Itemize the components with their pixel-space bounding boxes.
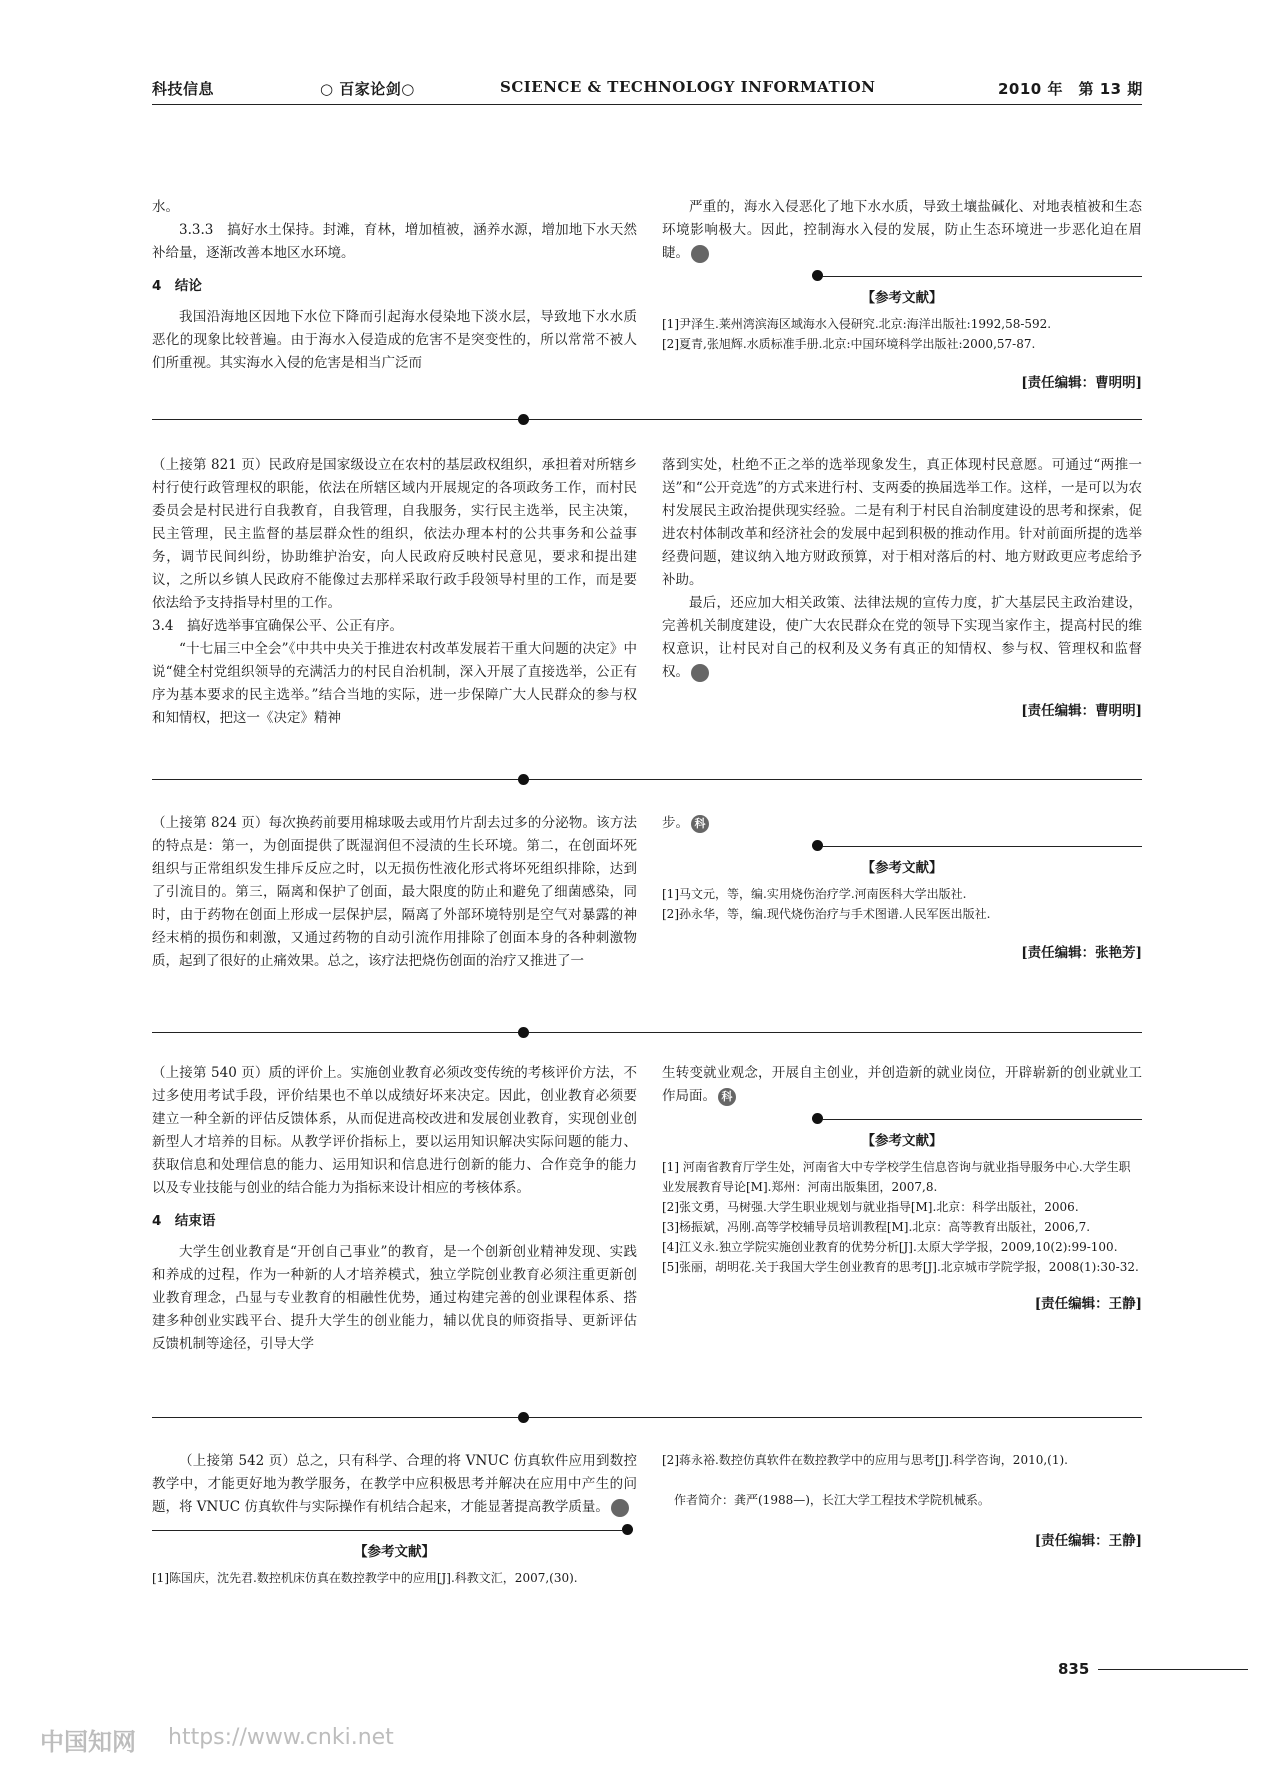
block4-heading: 4 结束语 [152, 1213, 216, 1229]
block3-editor: [责任编辑：张艳芳] [1021, 945, 1142, 961]
block5-ref-heading: 【参考文献】 [354, 1544, 435, 1560]
ref-divider [662, 1112, 1142, 1126]
article-end-mark-icon: 科 [691, 815, 709, 833]
block1-left [152, 196, 637, 375]
block5-right [662, 1450, 1142, 1553]
ref-divider [152, 1523, 637, 1537]
block1-heading: 4 结论 [152, 278, 202, 294]
block4-right-text: 生转变就业观念，开展自主创业，并创造新的就业岗位，开辟崭新的创业就业工作局面。 科 [662, 1065, 1142, 1104]
issue-info: 2010 年 第 13 期 [998, 80, 1143, 98]
journal-name-en: SCIENCE & TECHNOLOGY INFORMATION [500, 78, 876, 96]
separator-4-left [152, 1417, 518, 1418]
header-rule [152, 104, 1142, 105]
block1-right-text: 严重的，海水入侵恶化了地下水水质，导致土壤盐碱化、对地表植被和生态环境影响极大。因此，控制海水入侵的发展，防止生态环境进一步恶化迫在眉睫。 科 [662, 199, 1142, 261]
separator-3-right [529, 1032, 1142, 1033]
block1-ref-heading: 【参考文献】 [861, 290, 943, 306]
block2-right-para-2: 最后，还应加大相关政策、法律法规的宣传力度，扩大基层民主政治建设，完善机关制度建设，使广大农民群众在党的领导下实现当家作主，提高村民的维权意识，让村民对自己的权利及义务有真正的知情权、参与权、管理权和监督权。 科 [662, 595, 1142, 680]
cnki-url-watermark: https://www.cnki.net [168, 1725, 394, 1750]
separator-2-left [152, 779, 518, 780]
block5-ref-1: [1]陈国庆，沈先君.数控机床仿真在数控教学中的应用[J].科教文汇，2007,(30). [152, 1571, 578, 1585]
block5-left [152, 1450, 649, 1588]
block3-right [662, 812, 1142, 965]
block4-ref-4: [4]江义永.独立学院实施创业教育的优势分析[J].太原大学学报，2009,10(2):99-100. [662, 1240, 1118, 1254]
separator-1-right [529, 419, 1142, 420]
block3-para-1: （上接第 824 页）每次换药前要用棉球吸去或用竹片刮去过多的分泌物。该方法的特点是：第一，为创面提供了既湿润但不浸渍的生长环境。第二，在创面坏死组织与正常组织发生排斥反应之时，以无损伤性液化形式将坏死组织排除，达到了引流目的。第三，隔离和保护了创面，最大限度的防止和避免了细菌感染，同时，由于药物在创面上形成一层保护层，隔离了外部环境特别是空气对暴露的神经末梢的损伤和刺激，又通过药物的自动引流作用排除了创面本身的各种刺激物质，起到了很好的止痛效果。总之，该疗法把烧伤创面的治疗又推进了一 [152, 815, 637, 969]
block4-ref-1: [1] 河南省教育厅学生处，河南省大中专学校学生信息咨询与就业指导服务中心.大学生职业发展教育导论[M].郑州：河南出版集团，2007,8. [662, 1160, 1131, 1194]
separator-2-right [529, 779, 1142, 780]
block4-right [662, 1062, 1142, 1316]
block1-para-3: 我国沿海地区因地下水位下降而引起海水侵染地下淡水层，导致地下水水质恶化的现象比较普遍。由于海水入侵造成的危害不是突变性的，所以常常不被人们所重视。其实海水入侵的危害是相当广泛而 [152, 309, 637, 371]
page-number-rule [1098, 1669, 1248, 1670]
block4-left [152, 1062, 637, 1356]
block1-para-2: 3.3.3 搞好水土保持。封滩，育林，增加植被，涵养水源，增加地下水天然补给量，逐渐改善本地区水环境。 [152, 222, 637, 261]
separator-2-dot [518, 774, 529, 785]
article-end-mark-icon: 科 [611, 1499, 629, 1517]
block2-heading: 3.4 搞好选举事宜确保公平、公正有序。 [152, 618, 403, 634]
separator-4-right [529, 1417, 1142, 1418]
article-end-mark-icon: 科 [691, 664, 709, 682]
block3-ref-1: [1]马文元，等，编.实用烧伤治疗学.河南医科大学出版社. [662, 887, 967, 901]
page-number: 835 [1058, 1660, 1090, 1678]
separator-1-dot [518, 414, 529, 425]
separator-3-dot [518, 1027, 529, 1038]
block1-para-1: 水。 [152, 199, 179, 215]
section-name: ○ 百家论剑○ [320, 80, 415, 98]
block4-editor: [责任编辑：王静] [1034, 1296, 1142, 1312]
author-bio: 作者简介：龚严(1988—)，长江大学工程技术学院机械系。 [674, 1493, 990, 1507]
separator-4-dot [518, 1412, 529, 1423]
article-end-mark-icon: 科 [718, 1088, 736, 1106]
block3-ref-2: [2]孙永华，等，编.现代烧伤治疗与手术图谱.人民军医出版社. [662, 907, 991, 921]
ref-divider [662, 839, 1142, 853]
block1-right [662, 196, 1142, 395]
journal-name: 科技信息 [152, 80, 215, 98]
block4-ref-2: [2]张文勇，马树强.大学生职业规划与就业指导[M].北京：科学出版社，2006. [662, 1200, 1079, 1214]
block1-ref-1: [1]尹泽生.莱州湾滨海区域海水入侵研究.北京:海洋出版社:1992,58-592. [662, 317, 1052, 331]
block5-ref-2: [2]蒋永裕.数控仿真软件在数控教学中的应用与思考[J].科学咨询，2010,(1). [662, 1453, 1068, 1467]
block3-ref-heading: 【参考文献】 [861, 860, 943, 876]
block2-para-1: （上接第 821 页）民政府是国家级设立在农村的基层政权组织，承担着对所辖乡村行使行政管理权的职能，依法在所辖区域内开展规定的各项政务工作，而村民委员会是村民进行自我教育，自我管理，自我服务，实行民主选举，民主决策，民主管理，民主监督的基层群众性的组织，依法办理本村的公共事务和公益事务，调节民间纠纷，协助维护治安，向人民政府反映村民意见，要求和提出建议，之所以乡镇人民政府不能像过去那样采取行政手段领导村里的工作，而是要依法给予支持指导村里的工作。 [152, 457, 637, 611]
block5-editor: [责任编辑：王静] [1034, 1533, 1142, 1549]
block1-editor: [责任编辑：曹明明] [1021, 375, 1142, 391]
separator-1-left [152, 419, 518, 420]
block4-ref-3: [3]杨振斌，冯刚.高等学校辅导员培训教程[M].北京：高等教育出版社，2006,7. [662, 1220, 1091, 1234]
block4-ref-heading: 【参考文献】 [861, 1133, 943, 1149]
ref-divider [662, 269, 1142, 283]
block5-para-1: （上接第 542 页）总之，只有科学、合理的将 VNUC 仿真软件应用到数控教学中，才能更好地为教学服务，在教学中应积极思考并解决在应用中产生的问题，将 VNUC 仿真软件与实际操作有机结合起来，才能显著提高教学质量。 科 [152, 1453, 649, 1515]
block2-left [152, 454, 637, 730]
article-end-mark-icon: 科 [691, 245, 709, 263]
cnki-watermark: 中国知网 [40, 1728, 136, 1756]
block1-ref-2: [2]夏青,张旭辉.水质标准手册.北京:中国环境科学出版社:2000,57-87. [662, 337, 1036, 351]
block3-right-text: 步。 科 [662, 812, 1142, 835]
block2-right [662, 454, 1142, 723]
block2-right-para-1: 落到实处，杜绝不正之举的选举现象发生，真正体现村民意愿。可通过“两推一送”和“公开竞选”的方式来进行村、支两委的换届选举工作。这样，一是可以为农村发展民主政治提供现实经验。二是有利于村民自治制度建设的思考和探索，促进农村体制改革和经济社会的发展中起到积极的推动作用。针对前面所提的选举经费问题，建议纳入地方财政预算，对于相对落后的村、地方财政更应考虑给予补助。 [662, 457, 1142, 588]
block4-para-1: （上接第 540 页）质的评价上。实施创业教育必须改变传统的考核评价方法，不过多使用考试手段，评价结果也不单以成绩好坏来决定。因此，创业教育必须要建立一种全新的评估反馈体系，从而促进高校改进和发展创业教育，实现创业创新型人才培养的目标。从教学评价指标上，要以运用知识解决实际问题的能力、获取信息和处理信息的能力、运用知识和信息进行创新的能力、合作竞争的能力以及专业技能与创业的结合能力为指标来设计相应的考核体系。 [152, 1065, 637, 1196]
block4-para-2: 大学生创业教育是“开创自己事业”的教育，是一个创新创业精神发现、实践和养成的过程，作为一种新的人才培养模式，独立学院创业教育必须注重更新创业教育理念，凸显与专业教育的相融性优势，通过构建完善的创业课程体系、搭建多种创业实践平台、提升大学生的创业能力，辅以优良的师资指导、更新评估反馈机制等途径，引导大学 [152, 1244, 637, 1352]
separator-3-left [152, 1032, 518, 1033]
block2-para-2: “十七届三中全会”《中共中央关于推进农村改革发展若干重大问题的决定》中说“健全村党组织领导的充满活力的村民自治机制，深入开展了直接选举，公正有序为基本要求的民主选举。”结合当地的实际，进一步保障广大人民群众的参与权和知情权，把这一《决定》精神 [152, 641, 637, 726]
block4-ref-5: [5]张丽，胡明花.关于我国大学生创业教育的思考[J].北京城市学院学报，2008(1):30-32. [662, 1260, 1139, 1274]
block2-editor: [责任编辑：曹明明] [1021, 703, 1142, 719]
block3-left [152, 812, 637, 973]
